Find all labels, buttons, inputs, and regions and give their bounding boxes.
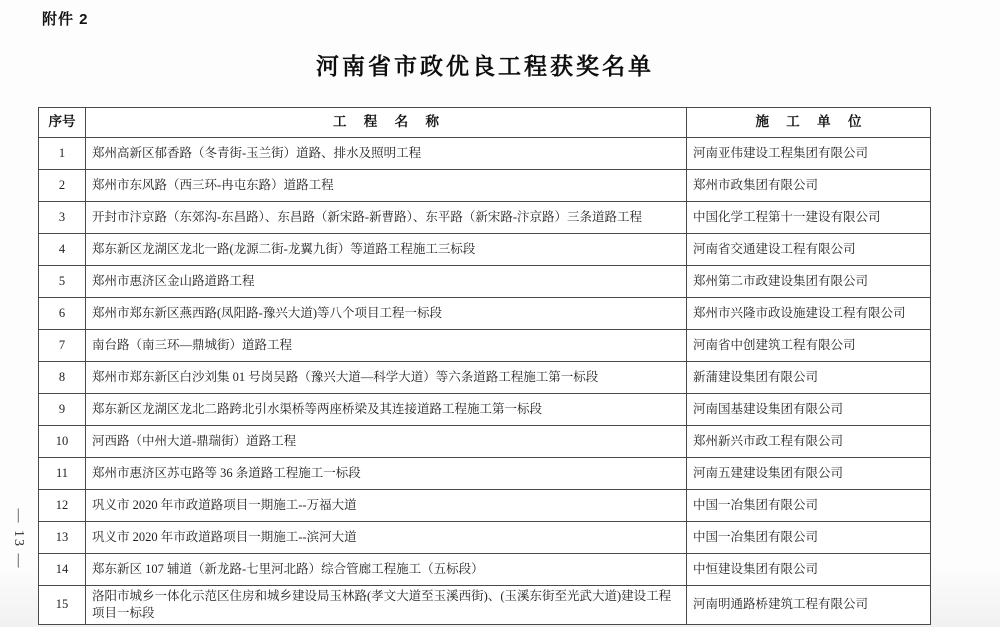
- row-index-cell: 11: [39, 458, 86, 490]
- construction-unit-cell: 河南明通路桥建筑工程有限公司: [687, 586, 931, 625]
- construction-unit-cell: 中国一冶集团有限公司: [687, 490, 931, 522]
- project-name-cell: 郑州市惠济区金山路道路工程: [86, 266, 687, 298]
- construction-unit-cell: 河南省中创建筑工程有限公司: [687, 330, 931, 362]
- table-row: [39, 586, 931, 625]
- table-row: [39, 170, 931, 202]
- table-row: [39, 362, 931, 394]
- construction-unit-cell: 新蒲建设集团有限公司: [687, 362, 931, 394]
- construction-unit-cell: 河南亚伟建设工程集团有限公司: [687, 138, 931, 170]
- table-row: [39, 234, 931, 266]
- table-row: [39, 426, 931, 458]
- project-name-cell: 巩义市 2020 年市政道路项目一期施工--滨河大道: [86, 522, 687, 554]
- row-index-cell: 14: [39, 554, 86, 586]
- project-name-cell: 南台路（南三环—鼎城街）道路工程: [86, 330, 687, 362]
- construction-unit-cell: 郑州市政集团有限公司: [687, 170, 931, 202]
- attachment-label: 附件 2: [42, 11, 89, 28]
- project-name-cell: 巩义市 2020 年市政道路项目一期施工--万福大道: [86, 490, 687, 522]
- page-title: 河南省市政优良工程获奖名单: [316, 53, 654, 79]
- construction-unit-cell: 郑州市兴隆市政设施建设工程有限公司: [687, 298, 931, 330]
- table-row: [39, 522, 931, 554]
- construction-unit-cell: 河南省交通建设工程有限公司: [687, 234, 931, 266]
- header-index: 序号: [39, 108, 86, 138]
- row-index-cell: 12: [39, 490, 86, 522]
- project-name-cell: 河西路（中州大道-鼎瑞街）道路工程: [86, 426, 687, 458]
- project-name-cell: 郑州市郑东新区燕西路(凤阳路-豫兴大道)等八个项目工程一标段: [86, 298, 687, 330]
- table-body: [39, 138, 931, 625]
- table-row: [39, 458, 931, 490]
- row-index-cell: 1: [39, 138, 86, 170]
- project-name-cell: 洛阳市城乡一体化示范区住房和城乡建设局玉林路(孝文大道至玉溪西街)、(玉溪东街至光武大道)建设工程项目一标段: [86, 586, 687, 625]
- row-index-cell: 13: [39, 522, 86, 554]
- table-row: [39, 138, 931, 170]
- project-name-cell: 郑州市东风路（西三环-冉屯东路）道路工程: [86, 170, 687, 202]
- construction-unit-cell: 郑州新兴市政工程有限公司: [687, 426, 931, 458]
- row-index-cell: 7: [39, 330, 86, 362]
- row-index-cell: 5: [39, 266, 86, 298]
- row-index-cell: 4: [39, 234, 86, 266]
- awards-table: [38, 107, 931, 625]
- table-row: [39, 554, 931, 586]
- row-index-cell: 9: [39, 394, 86, 426]
- project-name-cell: 郑东新区 107 辅道（新龙路-七里河北路）综合管廊工程施工（五标段）: [86, 554, 687, 586]
- project-name-cell: 郑州高新区郁香路（冬青街-玉兰街）道路、排水及照明工程: [86, 138, 687, 170]
- page-number: — 13 —: [11, 508, 26, 570]
- construction-unit-cell: 郑州第二市政建设集团有限公司: [687, 266, 931, 298]
- table-row: [39, 298, 931, 330]
- project-name-cell: 郑东新区龙湖区龙北二路跨北引水渠桥等两座桥梁及其连接道路工程施工第一标段: [86, 394, 687, 426]
- construction-unit-cell: 中国化学工程第十一建设有限公司: [687, 202, 931, 234]
- header-construction-unit: 施 工 单 位: [687, 108, 931, 138]
- row-index-cell: 15: [39, 586, 86, 625]
- project-name-cell: 郑州市惠济区苏屯路等 36 条道路工程施工一标段: [86, 458, 687, 490]
- row-index-cell: 2: [39, 170, 86, 202]
- table-row: [39, 490, 931, 522]
- table-row: [39, 330, 931, 362]
- row-index-cell: 3: [39, 202, 86, 234]
- table-row: [39, 394, 931, 426]
- table-row: [39, 202, 931, 234]
- construction-unit-cell: 河南国基建设集团有限公司: [687, 394, 931, 426]
- project-name-cell: 开封市汴京路（东郊沟-东昌路）、东昌路（新宋路-新曹路）、东平路（新宋路-汴京路）三条道路工程: [86, 202, 687, 234]
- construction-unit-cell: 河南五建建设集团有限公司: [687, 458, 931, 490]
- project-name-cell: 郑州市郑东新区白沙刘集 01 号岗吴路（豫兴大道—科学大道）等六条道路工程施工第一标段: [86, 362, 687, 394]
- table-header-row: [39, 108, 931, 138]
- header-project-name: 工 程 名 称: [86, 108, 687, 138]
- table-row: [39, 266, 931, 298]
- row-index-cell: 8: [39, 362, 86, 394]
- project-name-cell: 郑东新区龙湖区龙北一路(龙源二街-龙翼九街）等道路工程施工三标段: [86, 234, 687, 266]
- table-header: [39, 108, 931, 138]
- construction-unit-cell: 中恒建设集团有限公司: [687, 554, 931, 586]
- construction-unit-cell: 中国一冶集团有限公司: [687, 522, 931, 554]
- row-index-cell: 6: [39, 298, 86, 330]
- row-index-cell: 10: [39, 426, 86, 458]
